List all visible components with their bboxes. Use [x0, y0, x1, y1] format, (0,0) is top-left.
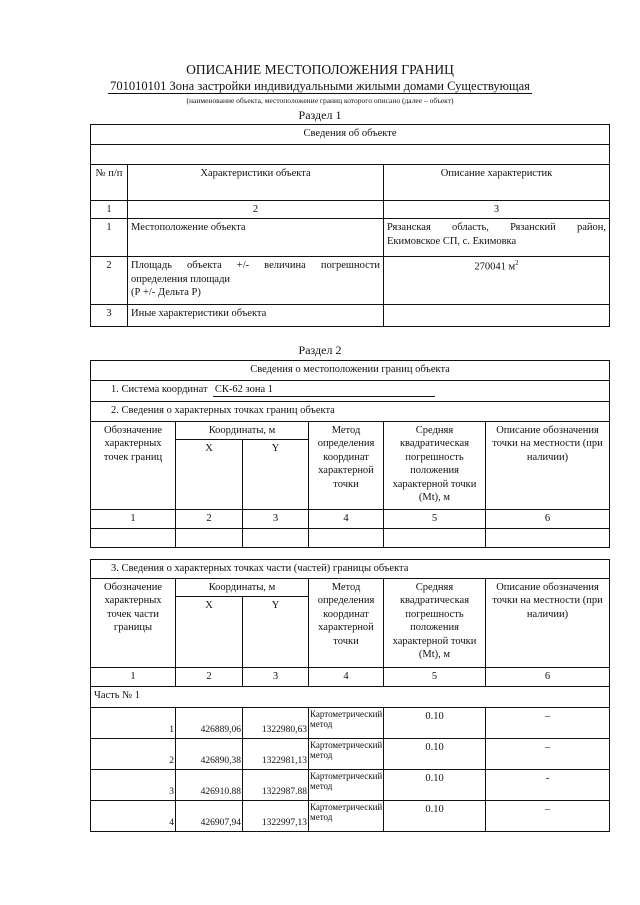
index-cell: 2 [176, 510, 243, 528]
coords-header: Координаты, м [176, 579, 309, 597]
point-description: – [486, 739, 610, 770]
index-cell: 6 [486, 668, 610, 686]
index-cell: 2 [176, 668, 243, 686]
point-y: 1322997,13 [243, 801, 309, 832]
index-cell: 5 [384, 510, 486, 528]
col-desc-header: Описание характеристик [384, 165, 610, 201]
desc-header: Описание обозначения точки на местности (при наличии) [486, 579, 610, 668]
point-number: 2 [91, 739, 176, 770]
col-num-header: № п/п [91, 165, 128, 201]
coord-system-label: 1. Система координат [111, 384, 208, 395]
table-row [91, 739, 610, 770]
method-header: Метод определения координат характерной точки [309, 579, 384, 668]
section2-title: Сведения о местоположении границ объекта [91, 361, 610, 381]
point-error: 0.10 [384, 801, 486, 832]
point-x: 426907,94 [176, 801, 243, 832]
object-info-table [90, 124, 610, 327]
point-method: Картометрический метод [309, 739, 384, 770]
table-row [91, 708, 610, 739]
index-cell: 3 [243, 510, 309, 528]
row-characteristic: Иные характеристики объекта [128, 305, 384, 327]
row-number: 3 [91, 305, 128, 327]
error-header: Средняя квадратическая погрешность положения характерной точки (Mt), м [384, 422, 486, 510]
table-row [91, 770, 610, 801]
desc-header: Описание обозначения точки на местности (при наличии) [486, 422, 610, 510]
row-description [384, 257, 610, 305]
boundary-points-subtitle: 2. Сведения о характерных точках границ объекта [91, 402, 610, 422]
empty-row [91, 145, 610, 165]
index-cell: 3 [243, 668, 309, 686]
part-label: Часть № 1 [91, 686, 610, 707]
points-list [90, 707, 610, 832]
point-x: 426890,38 [176, 739, 243, 770]
area-value: 270041 м [474, 261, 516, 273]
object-name-line [0, 79, 640, 94]
row-characteristic: Местоположение объекта [128, 219, 384, 257]
index-cell: 2 [128, 201, 384, 219]
y-header: Y [243, 597, 309, 668]
index-cell: 3 [384, 201, 610, 219]
doc-title: ОПИСАНИЕ МЕСТОПОЛОЖЕНИЯ ГРАНИЦ [186, 62, 454, 77]
row-characteristic [128, 257, 384, 305]
boundary-points-table [90, 360, 610, 548]
index-cell: 6 [486, 510, 610, 528]
object-caption: (наименование объекта, местоположение границ которого описано (далее – объект) [186, 96, 454, 105]
error-header: Средняя квадратическая погрешность положения характерной точки (Mt), м [384, 579, 486, 668]
point-number: 3 [91, 770, 176, 801]
point-y: 1322980,63 [243, 708, 309, 739]
point-number: 1 [91, 708, 176, 739]
index-cell: 4 [309, 668, 384, 686]
point-header: Обозначение характерных точек границ [91, 422, 176, 510]
index-cell: 1 [91, 668, 176, 686]
point-description: – [486, 801, 610, 832]
point-error: 0.10 [384, 770, 486, 801]
index-cell: 4 [309, 510, 384, 528]
point-error: 0.10 [384, 708, 486, 739]
point-description: - [486, 770, 610, 801]
section1-label: Раздел 1 [298, 108, 342, 122]
col-char-header: Характеристики объекта [128, 165, 384, 201]
area-char-line2: (Р +/- Дельта Р) [131, 287, 201, 299]
row-number: 2 [91, 257, 128, 305]
object-info-title: Сведения об объекте [91, 125, 610, 145]
point-number: 4 [91, 801, 176, 832]
area-char-line1: Площадь объекта +/- величина погрешности определения площади [131, 260, 380, 285]
point-x: 426889,06 [176, 708, 243, 739]
x-header: X [176, 597, 243, 668]
index-cell: 5 [384, 668, 486, 686]
x-header: X [176, 440, 243, 510]
y-header: Y [243, 440, 309, 510]
row-description [384, 305, 610, 327]
point-y: 1322987.88 [243, 770, 309, 801]
point-x: 426910.88 [176, 770, 243, 801]
index-cell: 1 [91, 201, 128, 219]
part-points-table [90, 559, 610, 708]
row-description: Рязанская область, Рязанский район, Екимовское СП, с. Екимовка [384, 219, 610, 257]
coord-system-value: СК-62 зона 1 [213, 383, 435, 397]
coords-header: Координаты, м [176, 422, 309, 440]
row-number: 1 [91, 219, 128, 257]
coord-system-row [91, 381, 610, 402]
part-points-subtitle: 3. Сведения о характерных точках части (частей) границы объекта [91, 560, 610, 579]
point-y: 1322981,13 [243, 739, 309, 770]
object-name: 701010101 Зона застройки индивидуальными жилыми домами Существующая [110, 79, 530, 93]
point-error: 0.10 [384, 739, 486, 770]
table-row [91, 219, 610, 257]
table-row [91, 257, 610, 305]
area-unit-sup: 2 [515, 259, 519, 268]
point-header: Обозначение характерных точек части границы [91, 579, 176, 668]
point-method: Картометрический метод [309, 708, 384, 739]
point-method: Картометрический метод [309, 770, 384, 801]
point-description: – [486, 708, 610, 739]
table-row [91, 801, 610, 832]
point-method: Картометрический метод [309, 801, 384, 832]
table-row [91, 305, 610, 327]
empty-row [91, 528, 610, 547]
index-cell: 1 [91, 510, 176, 528]
section2-label: Раздел 2 [298, 343, 342, 357]
method-header: Метод определения координат характерной точки [309, 422, 384, 510]
